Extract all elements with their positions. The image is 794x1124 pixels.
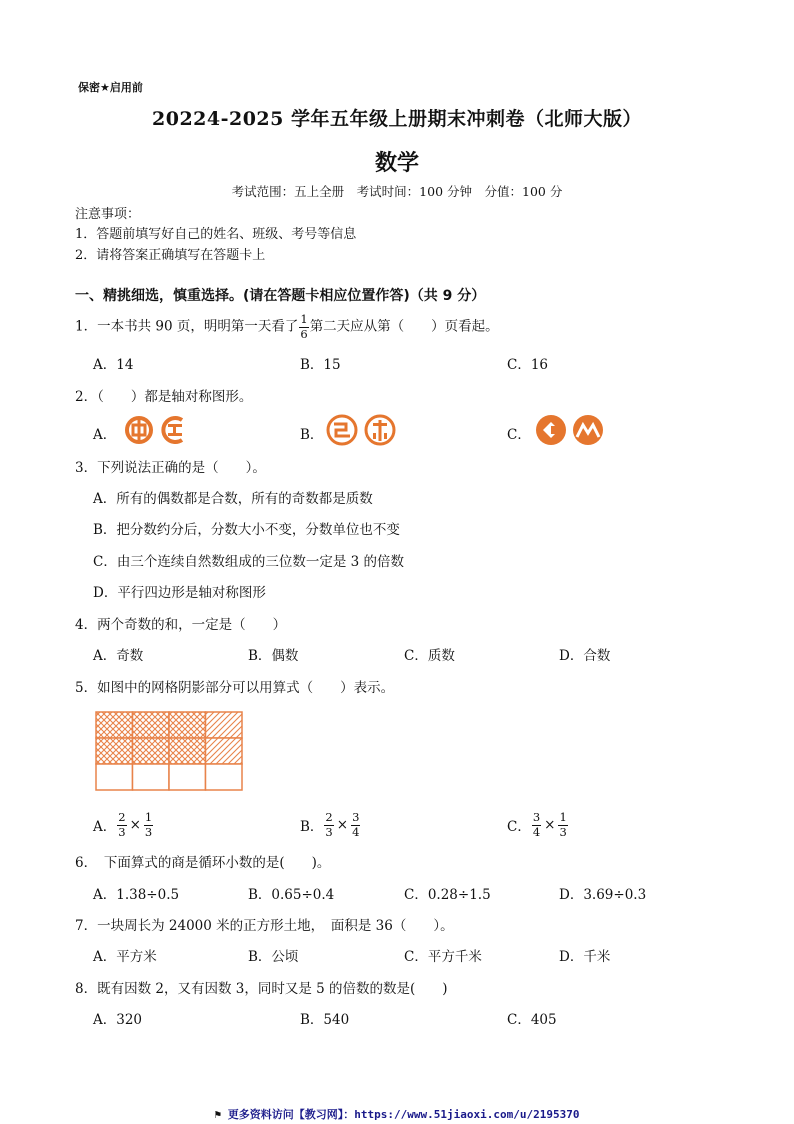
- question-7: 7．一块周长为 24000 米的正方形土地， 面积是 36（ ）。: [75, 918, 454, 934]
- fraction-numerator: 1: [300, 312, 308, 326]
- option: A．奇数: [93, 648, 144, 664]
- notes-item: 2．请将答案正确填写在答题卡上: [75, 248, 266, 263]
- option: D．平行四边形是轴对称图形: [93, 585, 266, 601]
- option: B．公顷: [248, 949, 299, 965]
- question-3: 3．下列说法正确的是（ ）。: [75, 460, 266, 476]
- grid-cell: [206, 764, 243, 790]
- exam-title: 20224-2025 学年五年级上册期末冲刺卷（北师大版）: [152, 108, 642, 130]
- cross-hatch-overlay: [133, 738, 170, 764]
- fraction: $\frac{3}{4}$: [352, 810, 360, 839]
- section-title: 一、精挑细选，慎重选择。(请在答题卡相应位置作答)（共 9 分）: [75, 288, 486, 304]
- grid-cell: [133, 764, 170, 790]
- option: A．320: [93, 1012, 143, 1028]
- question-number: 1．: [75, 318, 98, 335]
- option: B．0.65÷0.4: [248, 887, 335, 903]
- cross-hatch-overlay: [169, 712, 206, 738]
- option: B．把分数约分后，分数大小不变，分数单位也不变: [93, 522, 400, 538]
- fraction: $\frac{1}{3}$: [559, 810, 567, 839]
- option: C．16: [507, 357, 549, 373]
- fraction: [299, 314, 308, 340]
- logos-option-b: [326, 414, 398, 446]
- logos-option-a: [124, 414, 190, 446]
- question-6: 6． 下面算式的商是循环小数的是( )。: [75, 855, 331, 871]
- option: C．由三个连续自然数组成的三位数一定是 3 的倍数: [93, 554, 405, 570]
- cross-hatch-overlay: [133, 712, 170, 738]
- question-8: 8．既有因数 2，又有因数 3，同时又是 5 的倍数的数是( ): [75, 981, 448, 997]
- grid-cell: [96, 764, 133, 790]
- option: A．1.38÷0.5: [93, 887, 180, 903]
- option: D．3.69÷0.3: [559, 887, 647, 903]
- option: C．405: [507, 1012, 557, 1028]
- option: B． $\frac{2}{3}$ × $\frac{3}{4}$: [300, 810, 360, 839]
- option: B．15: [300, 357, 341, 373]
- option: C． $\frac{3}{4}$ × $\frac{1}{3}$: [507, 810, 567, 839]
- option: C．质数: [404, 648, 455, 664]
- secret-mark: 保密★启用前: [78, 81, 143, 94]
- option: D．合数: [559, 648, 611, 664]
- exam-info: 考试范围：五上全册 考试时间：100 分钟 分值：100 分: [231, 184, 563, 199]
- notes-heading: 注意事项：: [75, 207, 141, 222]
- option: C．0.28÷1.5: [404, 887, 491, 903]
- question-4: 4．两个奇数的和，一定是（ ）: [75, 617, 287, 633]
- question-text: 一本书共 90 页，明明第一天看了: [97, 318, 299, 335]
- subject-title: 数学: [374, 150, 419, 176]
- option: A．平方米: [93, 949, 157, 965]
- question-2: 2．（ ）都是轴对称图形。: [75, 389, 253, 405]
- cmbc-logo-icon: [573, 415, 603, 445]
- footer-text: 更多资料访问【教习网】：https://www.51jiaoxi.com/u/2195370: [227, 1108, 580, 1121]
- option-letter: B．: [300, 427, 324, 443]
- option: A． $\frac{2}{3}$ × $\frac{1}{3}$: [93, 810, 153, 839]
- question-5: 5．如图中的网格阴影部分可以用算式（ ）表示。: [75, 680, 395, 696]
- grid-cell: [169, 764, 206, 790]
- cmb-logo-icon: [163, 418, 182, 442]
- option: D．千米: [559, 949, 611, 965]
- notes-item: 1．答题前填写好自己的姓名、班级、考号等信息: [75, 227, 357, 242]
- single-hatched-cell: [206, 738, 243, 764]
- ccb-logo-icon: [328, 416, 356, 444]
- icbc-logo-icon: [366, 416, 394, 444]
- shaded-grid-figure: [95, 711, 245, 793]
- option: B．540: [300, 1012, 350, 1028]
- footer-link[interactable]: [0, 1106, 794, 1122]
- fraction: $\frac{2}{3}$: [118, 810, 126, 839]
- fraction: $\frac{3}{4}$: [532, 810, 541, 839]
- citic-logo-icon: [536, 415, 566, 445]
- option-letter: A．: [93, 427, 117, 443]
- cross-hatch-overlay: [96, 738, 133, 764]
- option: A．所有的偶数都是合数，所有的奇数都是质数: [93, 491, 373, 507]
- logos-option-c: [535, 413, 607, 447]
- cross-hatch-overlay: [96, 712, 133, 738]
- flag-icon: ⚑: [214, 1108, 222, 1121]
- question-1: [75, 314, 499, 340]
- single-hatched-cell: [206, 712, 243, 738]
- option-letter: C．: [507, 427, 531, 443]
- fraction: $\frac{1}{3}$: [144, 810, 153, 839]
- cross-hatch-overlay: [169, 738, 206, 764]
- option: C．平方千米: [404, 949, 482, 965]
- option: A．14: [93, 357, 134, 373]
- question-text: 第二天应从第（ ）页看起。: [309, 318, 499, 335]
- fraction-denominator: 6: [300, 326, 308, 341]
- fraction: $\frac{2}{3}$: [325, 810, 333, 839]
- bank-of-china-logo-icon: [127, 417, 151, 443]
- option: B．偶数: [248, 648, 299, 664]
